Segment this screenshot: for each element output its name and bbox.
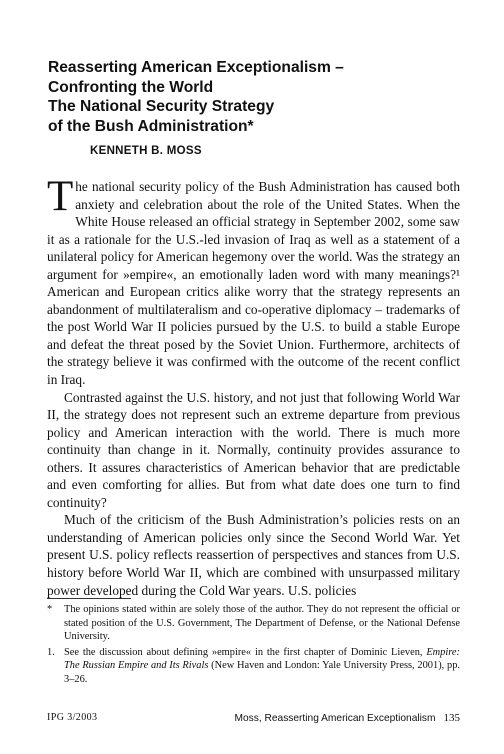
journal-issue: IPG 3/2003	[47, 712, 98, 723]
article-title	[48, 58, 468, 136]
article-body	[47, 173, 460, 599]
footnote-text: The opinions stated within are solely those of the author. They do not represent the official or stated position of the U.S. Government, The Department of Defense, or the National Defense University.	[64, 604, 460, 642]
footnote-marker: *	[47, 604, 53, 615]
drop-cap: T	[47, 173, 74, 220]
page-number: 135	[443, 712, 460, 724]
footnote-text-rest: (New Haven and London: Yale University Press, 2001), pp. 3–26.	[64, 660, 460, 685]
paragraph-1	[47, 173, 460, 389]
paragraph-1-text: he national security policy of the Bush Administration has caused both anxiety and celebration about the role of the United States. When the White House released an official strategy in September 2002, some saw it as a rationale for the U.S.-led invasion of Iraq as well as a statement of a unilateral policy for American hegemony over the world. Was the strategy an argument for »empire«, an emotionally laden word with many meanings?¹ American and European critics alike worry that the strategy represents an abandonment of multilateralism and co-operative diplomacy – trademarks of the post World War II policies pursued by the U.S. to build a stable Europe and defeat the threat posed by the Soviet Union. Furthermore, architects of the strategy believe it was confirmed with the outcome of the recent conflict in Iraq.	[47, 179, 460, 388]
paragraph-2: Contrasted against the U.S. history, and not just that following World War II, the strategy does not represent such an extreme departure from previous policy and American interaction with the world. There is much more continuity than change in it. Normally, continuity provides assurance to others. It assures characteristics of American behavior that are predictable and even comforting for allies. But from what date does one turn to find continuity?	[47, 389, 460, 510]
footnote-asterisk	[47, 603, 460, 644]
footnote-text: See the discussion about defining »empire« in the first chapter of Dominic Lieven,	[64, 646, 427, 658]
footnote-book-title: Empire: The Russian Empire and Its Rivals	[64, 646, 460, 671]
title-line-4: of the Bush Administration*	[48, 117, 254, 135]
page-footer	[47, 712, 460, 728]
running-footer	[235, 712, 461, 724]
title-line-1: Reasserting American Exceptionalism –	[48, 59, 344, 76]
title-line-2: Confronting the World	[48, 78, 214, 96]
running-title: Moss, Reasserting American Exceptionalism	[234, 713, 436, 724]
footnote-marker: 1.	[47, 646, 55, 658]
author-name: KENNETH B. MOSS	[90, 145, 202, 157]
footnote-1	[47, 646, 460, 687]
paragraph-3: Much of the criticism of the Bush Administration’s policies rests on an understanding of American policies only since the Second World War. Yet present U.S. policy reflects reassertion of perspectives and stances from U.S. history before World War II, which are combined with unsurpassed military power developed during the Cold War years. U.S. policies	[47, 512, 460, 598]
footnotes	[47, 603, 460, 688]
footnote-divider	[47, 598, 131, 599]
title-line-3: The National Security Strategy	[48, 98, 275, 115]
